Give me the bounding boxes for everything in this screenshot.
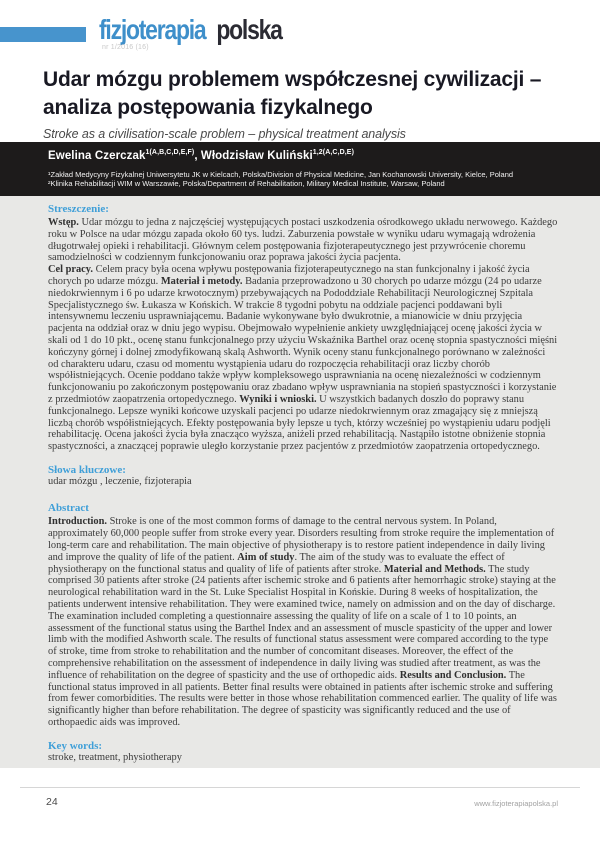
keywords-en-heading: Key words:: [48, 739, 103, 752]
affiliation-1: ¹Zakład Medycyny Fizykalnej Uniwersytetu JK w Kielcach, Polska/Division of Physical Medicine, Jan Kochanowski University, Kielce, Poland: [48, 169, 514, 179]
masthead-accent-bar: [0, 27, 86, 42]
keywords-pl-heading: Słowa kluczowe:: [48, 463, 126, 476]
footer-divider: [20, 787, 580, 788]
page-number: 24: [46, 796, 58, 808]
article-title: [43, 66, 562, 122]
journal-logo-fizjoterapia: fizjoterapia: [99, 14, 206, 45]
abstract-en-text: Introduction. Stroke is one of the most common forms of damage to the central nervous system. In Poland, approximately 60,000 people suffer from stroke every year. Disorders resulting from stroke require the implementation of long-term care and rehabilitation. The main objective of physiotherapy is to restore patient independence in daily living and improve the quality of life of the patient. Aim of study. The aim of the study was to evaluate the effect of physiotherapy on the functional status and quality of life of patients after stroke. Material and Methods. The study comprised 30 patients after stroke (24 patients after ischemic stroke and 6 patients after hemorrhagic stroke) staying at the neurological rehabilitation ward in the St. Luke Specialist Hospital in Końskie. During 8 weeks of hospitalization, the patients underwent intensive rehabilitation. They were examined twice, namely on admission and on the day of discharge. The examination included completing a questionnaire assessing the quality of life on a scale of 1 to 10 points, an assessment of the functional status using the Barthel Index and an assessment of muscle spasticity of the upper and lower limb with the modified Ashworth scale. The results of functional status assessment were compared according to the type of stroke, time from stroke to rehabilitation and the number of concomitant diseases. Moreover, the effect of the comprehensive rehabilitation on the assessment of independence in daily living was studied after treatment, as was the influence of rehabilitation on the degree of spasticity and the use of orthopedic aids. Results and Conclusion. The functional status improved in all patients. Better final results were obtained in patients after ischemic stroke and suffering from fewer comorbidities. The results were better in those whose rehabilitation commenced earlier. The quality of life was significantly higher than before rehabilitation. The degree of spasticity was significantly reduced and the use of orthopaedic aids was improved.: [48, 516, 557, 728]
abstract-panel: [0, 196, 600, 768]
authors-bar: [0, 142, 600, 196]
authors-line: Ewelina Czerczak$^{1(A,B,C,D,E,F)}$, Włodzisław Kuliński$^{1,2(A,C,D,E)}$: [48, 149, 355, 162]
issue-number: nr 1/2016 (16): [102, 44, 149, 51]
journal-logo: [99, 14, 282, 46]
article-subtitle-english: Stroke as a civilisation-scale problem – physical treatment analysis: [43, 127, 406, 141]
abstract-en-heading: Abstract: [48, 502, 89, 515]
title-block: [43, 66, 562, 141]
abstract-pl-heading: Streszczenie:: [48, 203, 109, 215]
article-title-line2: analiza postępowania fizykalnego: [43, 96, 373, 119]
keywords-pl: udar mózgu , leczenie, fizjoterapia: [48, 475, 192, 487]
journal-logo-polska: polska: [216, 14, 282, 45]
article-title-line1: Udar mózgu problemem współczesnej cywilizacji –: [43, 68, 542, 91]
affiliations: [48, 170, 560, 189]
website-link[interactable]: www.fizjoterapiapolska.pl: [474, 799, 558, 808]
keywords-en: stroke, treatment, physiotherapy: [48, 751, 182, 763]
abstract-pl-text: Wstęp. Udar mózgu to jedna z najczęściej występujących postaci uszkodzenia ośrodkowego układu nerwowego. Każdego roku w Polsce na udar mózgu zapada około 60 tys. ludzi. Zaburzenia powstałe w wyniku udaru wymagają wdrożenia długotrwałej opieki i rehabilitacji. Głównym celem postępowania fizjoterapeutycznego jest przywrócenie choremu samodzielności w codziennym funkcjonowaniu oraz poprawa jakości życia pacjenta. Cel pracy. Celem pracy była ocena wpływu postępowania fizjoterapeutycznego na stan funkcjonalny i jakość życia chorych po udarze mózgu. Materiał i metody. Badania przeprowadzono u 30 chorych po udarze mózgu (24 po udarze niedokrwiennym i 6 po udarze krwotocznym) przebywających na Pododdziale Rehabilitacji Neurologicznej Szpitala Specjalistycznego św. Łukasza w Końskich. W trakcie 8 tygodni pobytu na oddziale pacjenci poddawani byli intensywnemu leczeniu usprawniającemu. Badanie wykonywane było dwukrotnie, a mianowicie w dniu przyjęcia pacjenta na oddział oraz w dniu jego wypisu. Obejmowało wypełnienie ankiety uwzględniającej ocenę jakości życia w skali od 1 do 10 pkt., ocenę stanu funkcjonalnego przy użyciu Wskaźnika Barthel oraz ocenę stopnia spastyczności mięśni kończyny górnej i dolnej zmodyfikowaną skalą Ashworth. Wynik oceny stanu funkcjonalnego porównano w zależności od charakteru udaru, czasu od momentu wystąpienia udaru do rozpoczęcia rehabilitacji oraz liczby chorób współistniejących. Ocenie poddano także wpływ kompleksowego usprawniania na ocenę niezależności w codziennym funkcjonowaniu po zakończonym postępowaniu oraz zbadano wpływ usprawniania na stopień spastyczności i korzystanie z przedmiotów zaopatrzenia ortopedycznego. Wyniki i wnioski. U wszystkich badanych doszło do poprawy stanu funkcjonalnego. Lepsze wyniki końcowe uzyskali pacjenci po udarze niedokrwiennym oraz zmagający się z mniejszą liczbą chorób współistniejących. Efekty postępowania były lepsze u tych, którzy wcześniej po wystąpieniu udaru podjęli rehabilitację. Ocena jakości życia była znacząco wyższa, aniżeli przed rehabilitacją. Nastąpiło istotne obniżenie stopnia spastyczności, a znaczącej poprawie uległo korzystanie przez pacjentów z przedmiotów zaopatrzenia ortopedycznego.: [48, 217, 558, 453]
affiliation-2: ²Klinika Rehabilitacji WIM w Warszawie, Polska/Department of Rehabilitation, Military Medical Institute, Warsaw, Poland: [48, 179, 445, 189]
